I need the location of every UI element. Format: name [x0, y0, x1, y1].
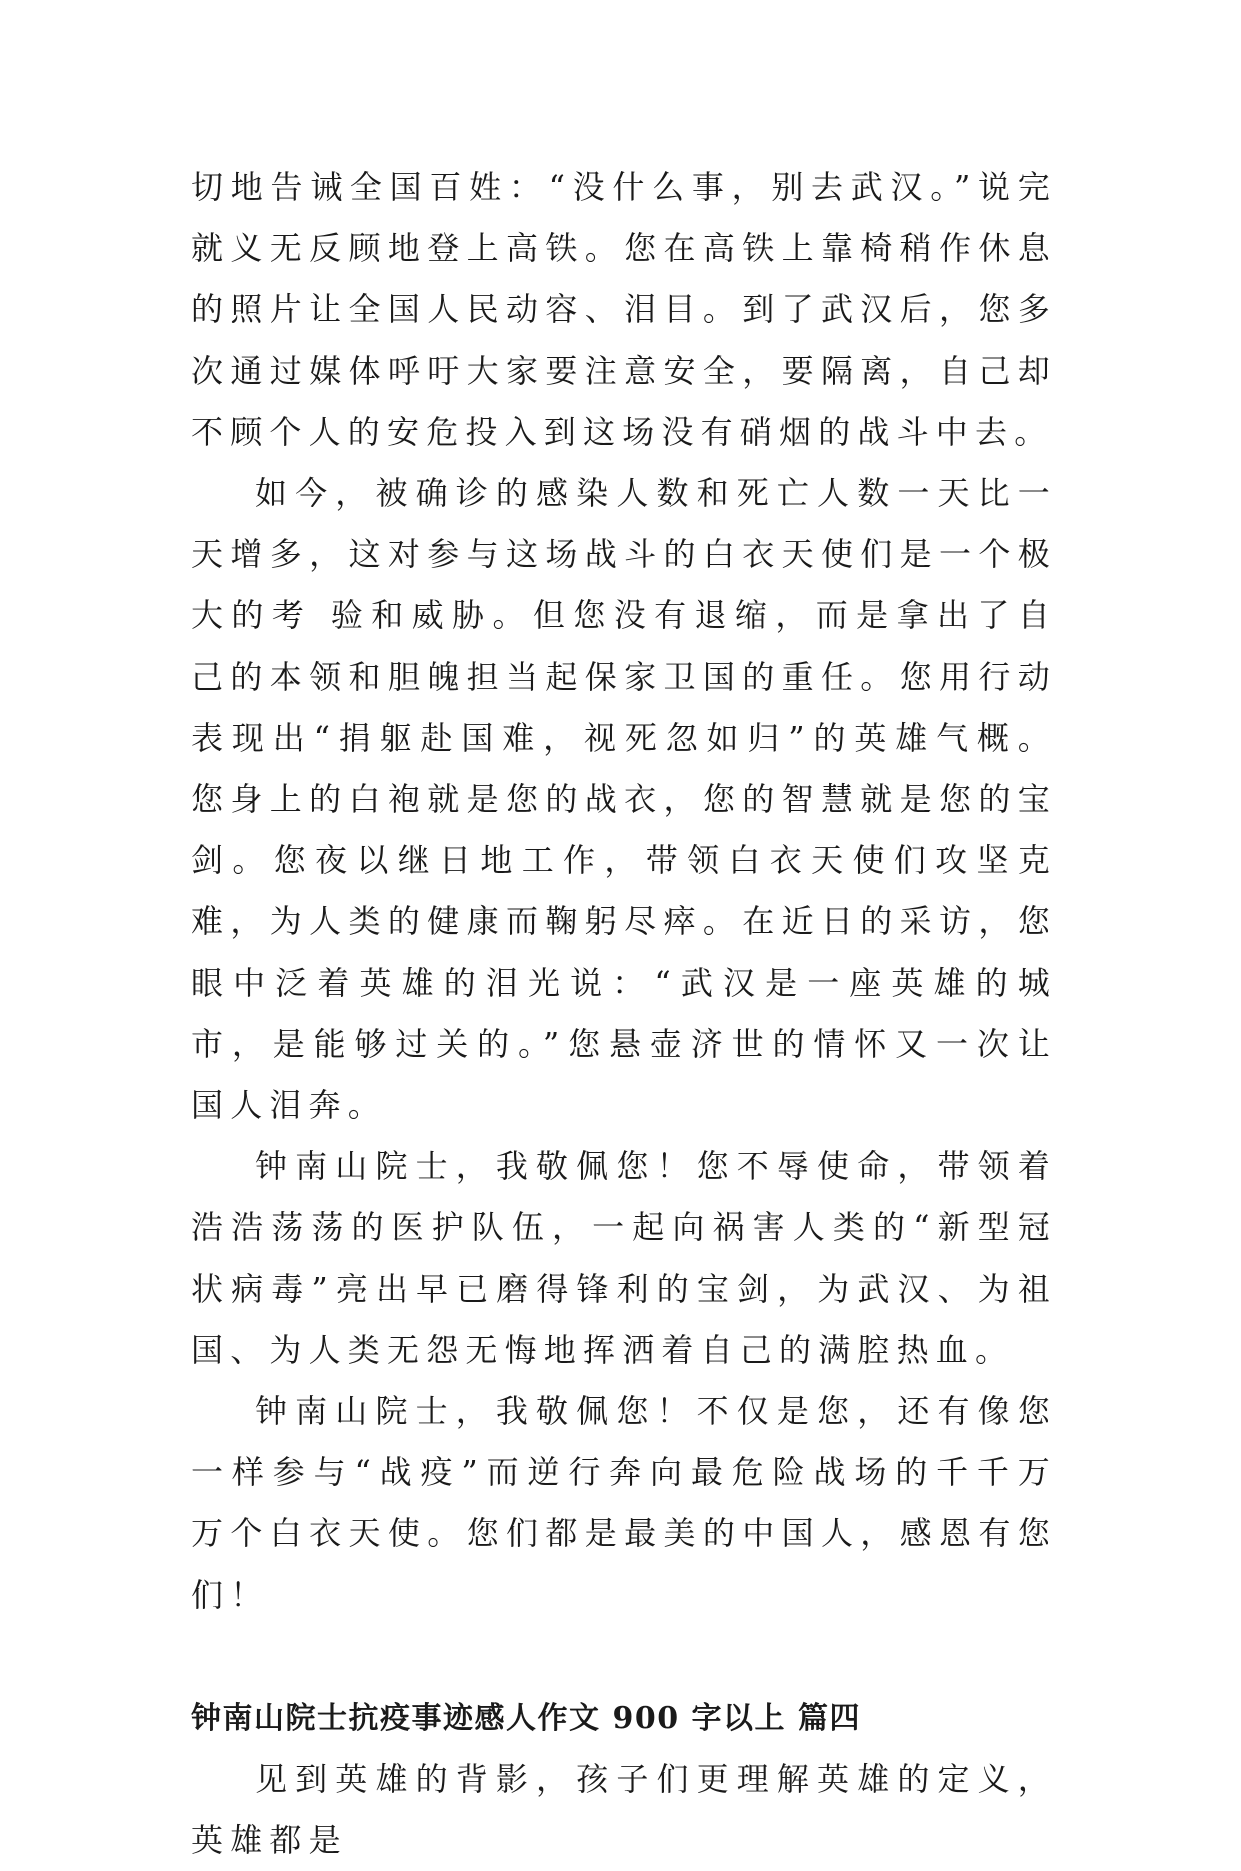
paragraph-2: 如今，被确诊的感染人数和死亡人数一天比一天增多，这对参与这场战斗的白衣天使们是一个极大的考 验和威胁。但您没有退缩，而是拿出了自己的本领和胆魄担当起保家卫国的重任。您用行动表现出“捐躯赴国难，视死忽如归”的英雄气概。您身上的白袍就是您的战衣，您的智慧就是您的宝剑。您夜以继日地工作，带领白衣天使们攻坚克难，为人类的健康而鞠躬尽瘁。在近日的采访，您眼中泛着英雄的泪光说：“武汉是一座英雄的城市，是能够过关的。”您悬壶济世的情怀又一次让国人泪奔。 — [191, 474, 1057, 1125]
document-body — [191, 157, 1057, 1871]
paragraph-4: 钟南山院士，我敬佩您！不仅是您，还有像您一样参与“战疫”而逆行奔向最危险战场的千千万万个白衣天使。您们都是最美的中国人，感恩有您们！ — [191, 1392, 1057, 1614]
paragraph-3: 钟南山院士，我敬佩您！您不辱使命，带领着浩浩荡荡的医护队伍，一起向祸害人类的“新型冠状病毒”亮出早已磨得锋利的宝剑，为武汉、为祖国、为人类无怨无悔地挥洒着自己的满腔热血。 — [191, 1147, 1057, 1369]
section-first-paragraph: 见到英雄的背影，孩子们更理解英雄的定义，英雄都是 — [191, 1759, 1057, 1860]
paragraph-1: 切地告诫全国百姓：“没什么事，别去武汉。”说完就义无反顾地登上高铁。您在高铁上靠椅稍作休息的照片让全国人民动容、泪目。到了武汉后，您多次通过媒体呼吁大家要注意安全，要隔离，自己却不顾个人的安危投入到这场没有硝烟的战斗中去。 — [191, 168, 1057, 451]
section-heading: 钟南山院士抗疫事迹感人作文 900 字以上 篇四 — [191, 1700, 861, 1736]
